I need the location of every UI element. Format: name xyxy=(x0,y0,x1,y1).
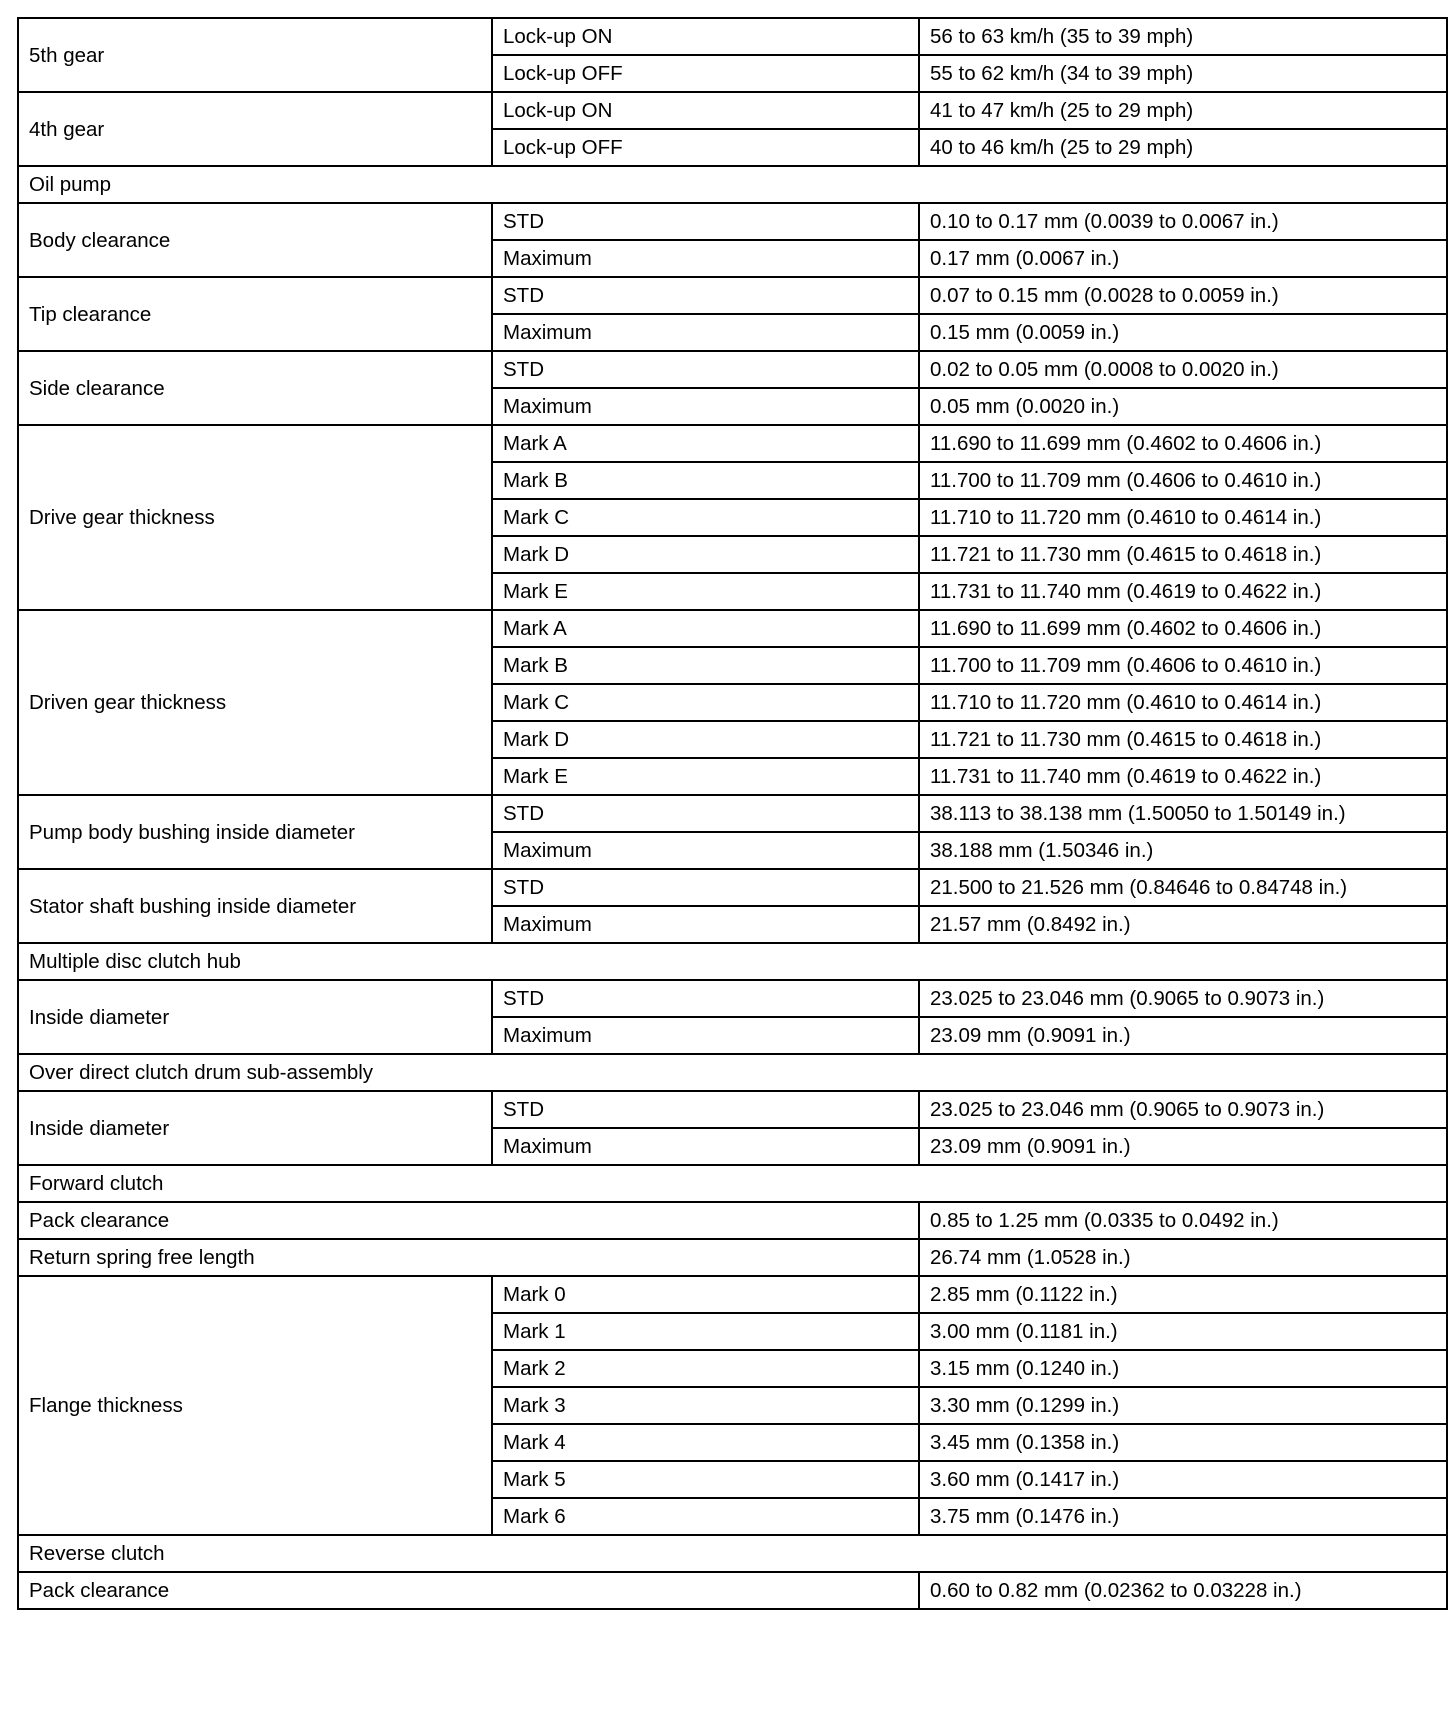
item-label: 4th gear xyxy=(18,92,492,166)
spec-value: 38.188 mm (1.50346 in.) xyxy=(919,832,1447,869)
condition-label: Mark A xyxy=(492,610,919,647)
spec-value: 26.74 mm (1.0528 in.) xyxy=(919,1239,1447,1276)
spec-value: 11.731 to 11.740 mm (0.4619 to 0.4622 in.) xyxy=(919,573,1447,610)
spec-value: 2.85 mm (0.1122 in.) xyxy=(919,1276,1447,1313)
item-label: Drive gear thickness xyxy=(18,425,492,610)
condition-label: Mark D xyxy=(492,536,919,573)
item-label: Return spring free length xyxy=(18,1239,919,1276)
spec-value: 0.05 mm (0.0020 in.) xyxy=(919,388,1447,425)
spec-value: 11.710 to 11.720 mm (0.4610 to 0.4614 in.) xyxy=(919,499,1447,536)
section-heading: Forward clutch xyxy=(18,1165,1447,1202)
spec-value: 0.15 mm (0.0059 in.) xyxy=(919,314,1447,351)
spec-value: 11.710 to 11.720 mm (0.4610 to 0.4614 in.) xyxy=(919,684,1447,721)
spec-value: 3.75 mm (0.1476 in.) xyxy=(919,1498,1447,1535)
condition-label: Maximum xyxy=(492,906,919,943)
spec-value: 0.07 to 0.15 mm (0.0028 to 0.0059 in.) xyxy=(919,277,1447,314)
spec-value: 0.85 to 1.25 mm (0.0335 to 0.0492 in.) xyxy=(919,1202,1447,1239)
spec-value: 0.60 to 0.82 mm (0.02362 to 0.03228 in.) xyxy=(919,1572,1447,1609)
condition-label: STD xyxy=(492,869,919,906)
item-label: Driven gear thickness xyxy=(18,610,492,795)
section-row xyxy=(18,166,1447,203)
condition-label: Mark C xyxy=(492,499,919,536)
spec-value: 23.025 to 23.046 mm (0.9065 to 0.9073 in.) xyxy=(919,980,1447,1017)
table-row xyxy=(18,980,1447,1017)
spec-value: 40 to 46 km/h (25 to 29 mph) xyxy=(919,129,1447,166)
spec-value: 56 to 63 km/h (35 to 39 mph) xyxy=(919,18,1447,55)
condition-label: Mark D xyxy=(492,721,919,758)
condition-label: Mark A xyxy=(492,425,919,462)
item-label: Inside diameter xyxy=(18,1091,492,1165)
table-row xyxy=(18,425,1447,462)
specification-table-body xyxy=(18,18,1447,1609)
spec-value: 11.690 to 11.699 mm (0.4602 to 0.4606 in.) xyxy=(919,425,1447,462)
item-label: Pack clearance xyxy=(18,1572,919,1609)
table-row xyxy=(18,610,1447,647)
condition-label: Lock-up ON xyxy=(492,92,919,129)
condition-label: Maximum xyxy=(492,388,919,425)
item-label: Pack clearance xyxy=(18,1202,919,1239)
spec-value: 11.700 to 11.709 mm (0.4606 to 0.4610 in.) xyxy=(919,462,1447,499)
spec-value: 23.09 mm (0.9091 in.) xyxy=(919,1017,1447,1054)
condition-label: Mark 3 xyxy=(492,1387,919,1424)
spec-value: 11.721 to 11.730 mm (0.4615 to 0.4618 in.) xyxy=(919,721,1447,758)
condition-label: Maximum xyxy=(492,1017,919,1054)
spec-value: 23.025 to 23.046 mm (0.9065 to 0.9073 in.) xyxy=(919,1091,1447,1128)
condition-label: Maximum xyxy=(492,314,919,351)
spec-value: 23.09 mm (0.9091 in.) xyxy=(919,1128,1447,1165)
condition-label: Maximum xyxy=(492,1128,919,1165)
condition-label: Mark 2 xyxy=(492,1350,919,1387)
spec-value: 38.113 to 38.138 mm (1.50050 to 1.50149 in.) xyxy=(919,795,1447,832)
item-label: 5th gear xyxy=(18,18,492,92)
table-row xyxy=(18,1239,1447,1276)
section-row xyxy=(18,943,1447,980)
condition-label: Lock-up ON xyxy=(492,18,919,55)
spec-value: 0.02 to 0.05 mm (0.0008 to 0.0020 in.) xyxy=(919,351,1447,388)
condition-label: Maximum xyxy=(492,832,919,869)
spec-value: 3.30 mm (0.1299 in.) xyxy=(919,1387,1447,1424)
table-row xyxy=(18,351,1447,388)
table-row xyxy=(18,1276,1447,1313)
condition-label: Maximum xyxy=(492,240,919,277)
spec-value: 0.10 to 0.17 mm (0.0039 to 0.0067 in.) xyxy=(919,203,1447,240)
condition-label: Mark 5 xyxy=(492,1461,919,1498)
condition-label: Mark 0 xyxy=(492,1276,919,1313)
spec-value: 11.721 to 11.730 mm (0.4615 to 0.4618 in.) xyxy=(919,536,1447,573)
spec-value: 11.731 to 11.740 mm (0.4619 to 0.4622 in.) xyxy=(919,758,1447,795)
spec-value: 41 to 47 km/h (25 to 29 mph) xyxy=(919,92,1447,129)
table-row xyxy=(18,92,1447,129)
table-row xyxy=(18,277,1447,314)
spec-value: 11.690 to 11.699 mm (0.4602 to 0.4606 in.) xyxy=(919,610,1447,647)
spec-value: 3.15 mm (0.1240 in.) xyxy=(919,1350,1447,1387)
spec-value: 3.00 mm (0.1181 in.) xyxy=(919,1313,1447,1350)
section-row xyxy=(18,1535,1447,1572)
condition-label: STD xyxy=(492,203,919,240)
spec-value: 3.60 mm (0.1417 in.) xyxy=(919,1461,1447,1498)
table-row xyxy=(18,795,1447,832)
condition-label: STD xyxy=(492,795,919,832)
section-row xyxy=(18,1165,1447,1202)
condition-label: STD xyxy=(492,980,919,1017)
condition-label: Mark B xyxy=(492,647,919,684)
condition-label: STD xyxy=(492,351,919,388)
section-heading: Over direct clutch drum sub-assembly xyxy=(18,1054,1447,1091)
condition-label: STD xyxy=(492,277,919,314)
item-label: Body clearance xyxy=(18,203,492,277)
table-row xyxy=(18,1091,1447,1128)
spec-value: 55 to 62 km/h (34 to 39 mph) xyxy=(919,55,1447,92)
spec-value: 21.500 to 21.526 mm (0.84646 to 0.84748 in.) xyxy=(919,869,1447,906)
condition-label: Lock-up OFF xyxy=(492,129,919,166)
table-row xyxy=(18,1572,1447,1609)
condition-label: STD xyxy=(492,1091,919,1128)
condition-label: Mark 4 xyxy=(492,1424,919,1461)
section-heading: Multiple disc clutch hub xyxy=(18,943,1447,980)
condition-label: Mark E xyxy=(492,573,919,610)
condition-label: Mark 6 xyxy=(492,1498,919,1535)
item-label: Inside diameter xyxy=(18,980,492,1054)
spec-value: 3.45 mm (0.1358 in.) xyxy=(919,1424,1447,1461)
item-label: Stator shaft bushing inside diameter xyxy=(18,869,492,943)
condition-label: Mark B xyxy=(492,462,919,499)
condition-label: Lock-up OFF xyxy=(492,55,919,92)
condition-label: Mark E xyxy=(492,758,919,795)
item-label: Side clearance xyxy=(18,351,492,425)
section-heading: Reverse clutch xyxy=(18,1535,1447,1572)
spec-value: 21.57 mm (0.8492 in.) xyxy=(919,906,1447,943)
table-row xyxy=(18,869,1447,906)
item-label: Flange thickness xyxy=(18,1276,492,1535)
item-label: Pump body bushing inside diameter xyxy=(18,795,492,869)
section-row xyxy=(18,1054,1447,1091)
spec-value: 11.700 to 11.709 mm (0.4606 to 0.4610 in.) xyxy=(919,647,1447,684)
table-row xyxy=(18,203,1447,240)
specification-table xyxy=(17,17,1448,1610)
table-row xyxy=(18,18,1447,55)
item-label: Tip clearance xyxy=(18,277,492,351)
spec-value: 0.17 mm (0.0067 in.) xyxy=(919,240,1447,277)
condition-label: Mark 1 xyxy=(492,1313,919,1350)
condition-label: Mark C xyxy=(492,684,919,721)
table-row xyxy=(18,1202,1447,1239)
section-heading: Oil pump xyxy=(18,166,1447,203)
